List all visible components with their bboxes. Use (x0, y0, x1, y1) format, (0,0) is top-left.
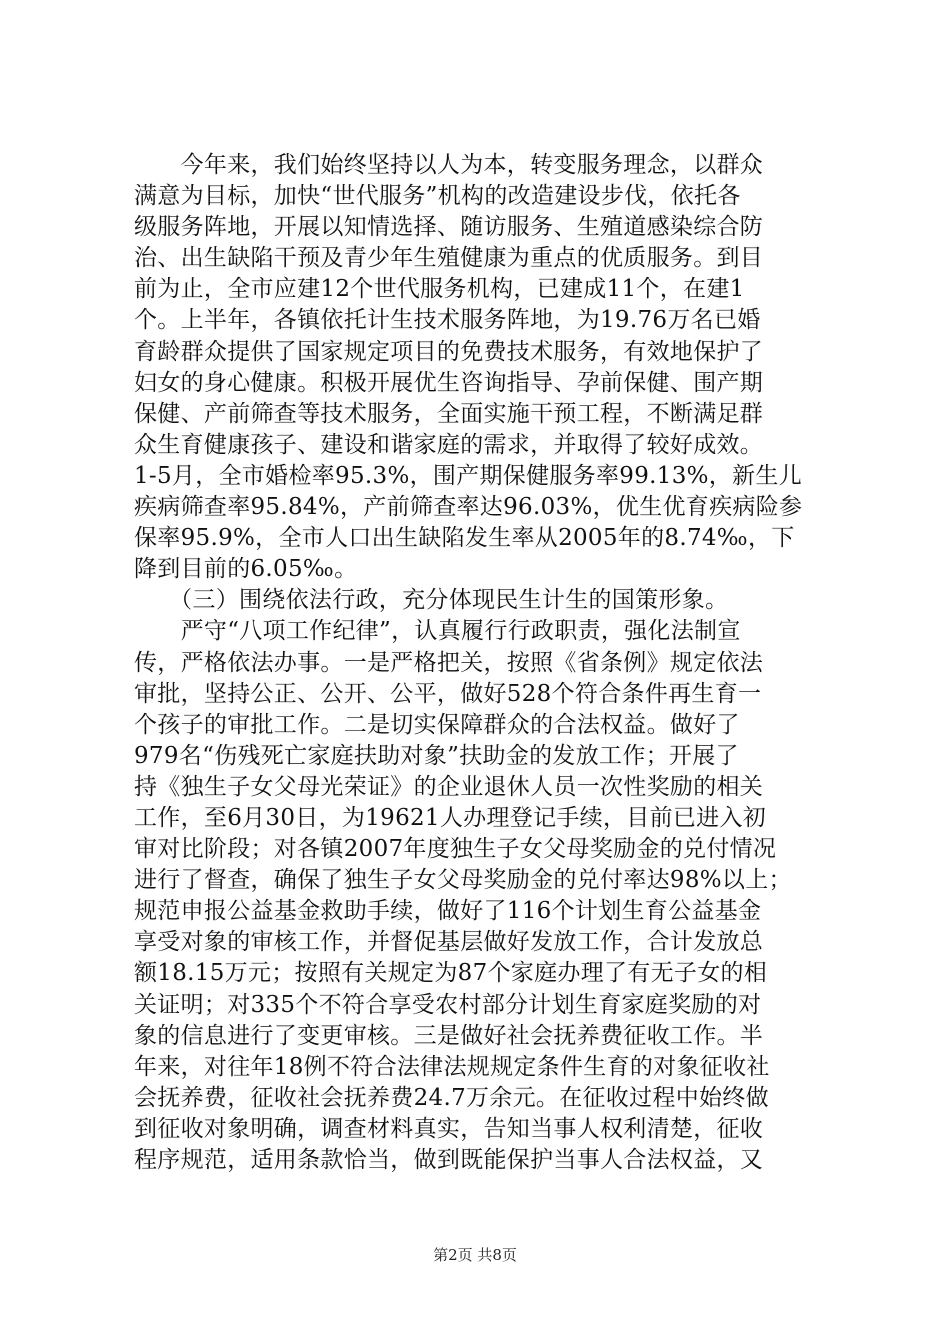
text-line: 保健、产前筛查等技术服务，全面实施干预工程，不断满足群 (134, 400, 764, 427)
text-line: 级服务阵地，开展以知情选择、随访服务、生殖道感染综合防 (134, 214, 764, 241)
text-line: 审批，坚持公正、公开、公平，做好528个符合条件再生育一 (134, 680, 762, 707)
text-line: 持《独生子女父母光荣证》的企业退休人员一次性奖励的相关 (134, 773, 764, 800)
text-line: 979名“伤残死亡家庭扶助对象”扶助金的发放工作；开展了 (134, 742, 739, 769)
text-line: 象的信息进行了变更审核。三是做好社会抚养费征收工作。半 (134, 1022, 764, 1049)
text-line: 疾病筛查率95.84%，产前筛查率达96.03%，优生优育疾病险参 (134, 494, 803, 521)
page-number: 第2页 共8页 (433, 1246, 517, 1264)
text-line: 规范申报公益基金救助手续，做好了116个计划生育公益基金 (134, 898, 762, 925)
page-footer (0, 1245, 950, 1265)
text-line: 个孩子的审批工作。二是切实保障群众的合法权益。做好了 (134, 711, 740, 738)
text-line: 1-5月，全市婚检率95.3%，围产期保健服务率99.13%，新生儿 (134, 462, 803, 489)
text-line: 程序规范，适用条款恰当，做到既能保护当事人合法权益，又 (134, 1147, 764, 1173)
text-line: 审对比阶段；对各镇2007年度独生子女父母奖励金的兑付情况 (134, 836, 777, 863)
text-line: 会抚养费，征收社会抚养费24.7万余元。在征收过程中始终做 (134, 1084, 769, 1111)
text-line: 进行了督查，确保了独生子女父母奖励金的兑付率达98%以上； (134, 867, 792, 894)
text-line: 传，严格依法办事。一是严格把关，按照《省条例》规定依法 (134, 649, 764, 676)
section-heading: （三）围绕依法行政，充分体现民生计生的国策形象。 (134, 587, 729, 614)
text-line: 关证明；对335个不符合享受农村部分计划生育家庭奖励的对 (134, 991, 762, 1018)
text-line: 年来，对往年18例不符合法律法规规定条件生育的对象征收社 (134, 1053, 770, 1080)
text-line: 前为止，全市应建12个世代服务机构，已建成11个，在建1 (134, 276, 745, 303)
text-line: 治、出生缺陷干预及青少年生殖健康为重点的优质服务。到目 (134, 245, 764, 272)
text-line: 降到目前的6.05‰。 (134, 556, 358, 583)
text-line: 工作，至6月30日，为19621人办理登记手续，目前已进入初 (134, 804, 767, 831)
text-line: 额18.15万元；按照有关规定为87个家庭办理了有无子女的相 (134, 960, 768, 987)
text-line: 众生育健康孩子、建设和谐家庭的需求，并取得了较好成效。 (134, 431, 764, 458)
text-line: 享受对象的审核工作，并督促基层做好发放工作，合计发放总 (134, 929, 764, 956)
text-line: 个。上半年，各镇依托计生技术服务阵地，为19.76万名已婚 (134, 307, 761, 334)
text-line: 严守“八项工作纪律”，认真履行行政职责，强化法制宣 (134, 618, 741, 645)
text-line: 育龄群众提供了国家规定项目的免费技术服务，有效地保护了 (134, 338, 764, 365)
text-line: 保率95.9%，全市人口出生缺陷发生率从2005年的8.74‰，下 (134, 525, 795, 552)
body-text (134, 150, 834, 1176)
text-line: 妇女的身心健康。积极开展优生咨询指导、孕前保健、围产期 (134, 369, 764, 396)
text-line: 到征收对象明确，调查材料真实，告知当事人权利清楚，征收 (134, 1115, 764, 1142)
text-line: 今年来，我们始终坚持以人为本，转变服务理念，以群众 (134, 152, 764, 178)
text-line: 满意为目标，加快“世代服务”机构的改造建设步伐，依托各 (134, 183, 741, 210)
